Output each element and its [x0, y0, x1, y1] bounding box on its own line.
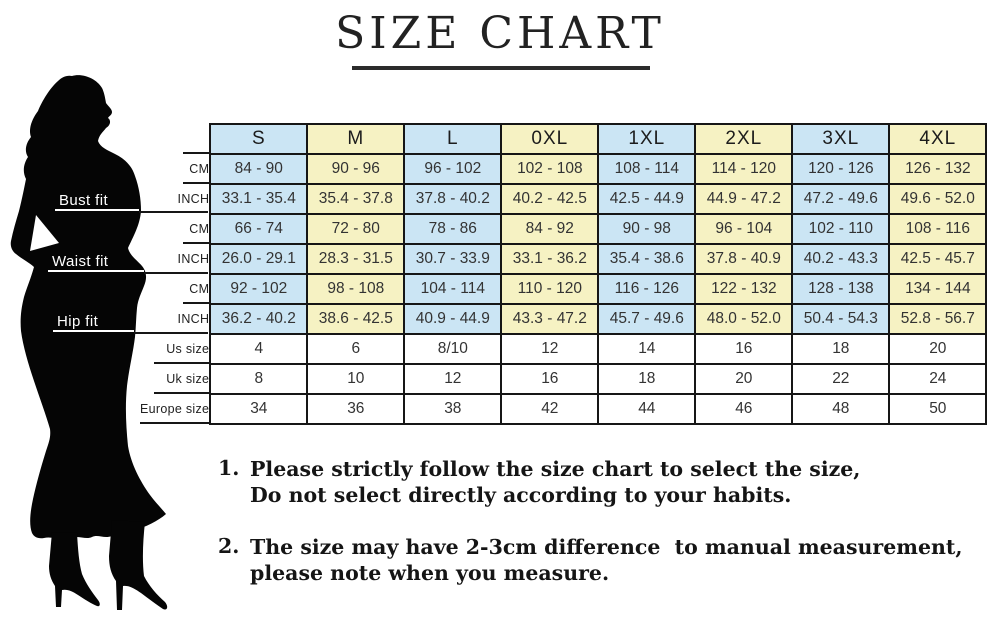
uk-size-value: 10 [307, 364, 404, 394]
bust-fit-inch-value: 37.8 - 40.2 [404, 184, 501, 214]
europe-size-label: Europe size [140, 394, 210, 424]
waist-fit-cm-value: 90 - 98 [598, 214, 695, 244]
hip-fit-inch-value: 45.7 - 49.6 [598, 304, 695, 334]
waist-fit-label: Waist fit [48, 251, 144, 272]
uk-size-value: 8 [210, 364, 307, 394]
hip-fit-cm-value: 92 - 102 [210, 274, 307, 304]
waist-fit-inch-value: 37.8 - 40.9 [695, 244, 792, 274]
bust-fit-inch-value: 40.2 - 42.5 [501, 184, 598, 214]
hip-fit-cm-value: 116 - 126 [598, 274, 695, 304]
bust-fit-cm-row [140, 154, 986, 184]
waist-fit-cm-label: CM [140, 214, 210, 244]
us-size-value: 12 [501, 334, 598, 364]
uk-size-value: 24 [889, 364, 986, 394]
waist-fit-inch-value: 42.5 - 45.7 [889, 244, 986, 274]
bust-fit-inch-value: 42.5 - 44.9 [598, 184, 695, 214]
uk-size-value: 12 [404, 364, 501, 394]
europe-size-value: 38 [404, 394, 501, 424]
waist-fit-cm-value: 84 - 92 [501, 214, 598, 244]
bust-fit-label: Bust fit [55, 190, 139, 211]
bust-fit-cm-value: 108 - 114 [598, 154, 695, 184]
hip-fit-cm-label: CM [140, 274, 210, 304]
hip-fit-inch-value: 36.2 - 40.2 [210, 304, 307, 334]
silhouette-right-shoe [109, 520, 167, 610]
size-header-3xl: 3XL [792, 124, 889, 154]
bust-fit-inch-value: 47.2 - 49.6 [792, 184, 889, 214]
waist-fit-inch-value: 28.3 - 31.5 [307, 244, 404, 274]
note-2-line-2: please note when you measure. [250, 561, 610, 585]
note-2-text [250, 534, 963, 586]
waist-fit-cm-value: 96 - 104 [695, 214, 792, 244]
size-header-2xl: 2XL [695, 124, 792, 154]
page-title: SIZE CHART [335, 8, 665, 59]
us-size-row [140, 334, 986, 364]
bust-fit-cm-label: CM [140, 154, 210, 184]
silhouette-left-shoe [49, 532, 100, 607]
us-size-value: 20 [889, 334, 986, 364]
uk-size-value: 20 [695, 364, 792, 394]
hip-fit-inch-value: 52.8 - 56.7 [889, 304, 986, 334]
note-1-line-2: Do not select directly according to your habits. [250, 483, 792, 507]
bust-fit-cm-value: 126 - 132 [889, 154, 986, 184]
waist-fit-cm-value: 102 - 110 [792, 214, 889, 244]
bust-fit-inch-value: 35.4 - 37.8 [307, 184, 404, 214]
waist-fit-inch-value: 40.2 - 43.3 [792, 244, 889, 274]
waist-fit-inch-label: INCH [177, 252, 210, 266]
europe-size-value: 48 [792, 394, 889, 424]
size-header-row [140, 124, 986, 154]
size-header-0xl: 0XL [501, 124, 598, 154]
bust-fit-cm-value: 90 - 96 [307, 154, 404, 184]
waist-fit-inch-value: 30.7 - 33.9 [404, 244, 501, 274]
uk-size-label: Uk size [140, 364, 210, 394]
bust-fit-inch-label: INCH [177, 192, 210, 206]
hip-fit-inch-value: 43.3 - 47.2 [501, 304, 598, 334]
waist-fit-cm-row [140, 214, 986, 244]
waist-fit-inch-value: 35.4 - 38.6 [598, 244, 695, 274]
europe-size-value: 44 [598, 394, 695, 424]
bust-fit-inch-value: 49.6 - 52.0 [889, 184, 986, 214]
uk-size-value: 16 [501, 364, 598, 394]
europe-size-value: 46 [695, 394, 792, 424]
waist-fit-cm-value: 66 - 74 [210, 214, 307, 244]
hip-fit-cm-value: 104 - 114 [404, 274, 501, 304]
europe-size-value: 50 [889, 394, 986, 424]
waist-fit-cm-value: 78 - 86 [404, 214, 501, 244]
hip-fit-inch-value: 38.6 - 42.5 [307, 304, 404, 334]
us-size-value: 18 [792, 334, 889, 364]
size-header-s: S [210, 124, 307, 154]
hip-fit-cm-value: 110 - 120 [501, 274, 598, 304]
bust-fit-cm-value: 114 - 120 [695, 154, 792, 184]
waist-fit-cm-value: 72 - 80 [307, 214, 404, 244]
europe-size-value: 36 [307, 394, 404, 424]
hip-fit-inch-value: 48.0 - 52.0 [695, 304, 792, 334]
hip-fit-cm-value: 122 - 132 [695, 274, 792, 304]
bust-fit-inch-value: 33.1 - 35.4 [210, 184, 307, 214]
europe-size-value: 34 [210, 394, 307, 424]
size-table-body [140, 124, 986, 424]
hip-fit-inch-label: INCH [177, 312, 210, 326]
size-table [140, 123, 987, 425]
size-header-1xl: 1XL [598, 124, 695, 154]
hip-fit-label: Hip fit [53, 311, 134, 332]
hip-fit-inch-row [140, 304, 986, 334]
bust-fit-cm-value: 120 - 126 [792, 154, 889, 184]
waist-fit-cm-value: 108 - 116 [889, 214, 986, 244]
us-size-value: 4 [210, 334, 307, 364]
size-header-l: L [404, 124, 501, 154]
hip-fit-cm-value: 98 - 108 [307, 274, 404, 304]
title-underline [352, 66, 650, 70]
europe-size-value: 42 [501, 394, 598, 424]
note-1-line-1: Please strictly follow the size chart to select the size, [250, 457, 861, 481]
waist-fit-inch-value: 33.1 - 36.2 [501, 244, 598, 274]
uk-size-value: 18 [598, 364, 695, 394]
us-size-value: 16 [695, 334, 792, 364]
bust-fit-cm-value: 102 - 108 [501, 154, 598, 184]
bust-fit-cm-value: 96 - 102 [404, 154, 501, 184]
hip-fit-cm-value: 134 - 144 [889, 274, 986, 304]
waist-fit-inch-value: 26.0 - 29.1 [210, 244, 307, 274]
us-size-value: 6 [307, 334, 404, 364]
bust-fit-inch-value: 44.9 - 47.2 [695, 184, 792, 214]
us-size-value: 8/10 [404, 334, 501, 364]
note-2-number: 2. [218, 534, 240, 558]
hip-fit-inch-value: 50.4 - 54.3 [792, 304, 889, 334]
uk-size-value: 22 [792, 364, 889, 394]
table-corner-cell [140, 124, 210, 154]
size-header-m: M [307, 124, 404, 154]
uk-size-row [140, 364, 986, 394]
bust-fit-cm-value: 84 - 90 [210, 154, 307, 184]
us-size-label: Us size [140, 334, 210, 364]
hip-fit-inch-value: 40.9 - 44.9 [404, 304, 501, 334]
hip-fit-cm-row [140, 274, 986, 304]
europe-size-row [140, 394, 986, 424]
note-2-line-1: The size may have 2-3cm difference to manual measurement, [250, 535, 963, 559]
note-1 [218, 456, 860, 508]
us-size-value: 14 [598, 334, 695, 364]
note-2 [218, 534, 963, 586]
bust-fit-inch-row [140, 184, 986, 214]
size-header-4xl: 4XL [889, 124, 986, 154]
note-1-text [250, 456, 860, 508]
waist-fit-inch-row [140, 244, 986, 274]
note-1-number: 1. [218, 456, 240, 480]
hip-fit-cm-value: 128 - 138 [792, 274, 889, 304]
